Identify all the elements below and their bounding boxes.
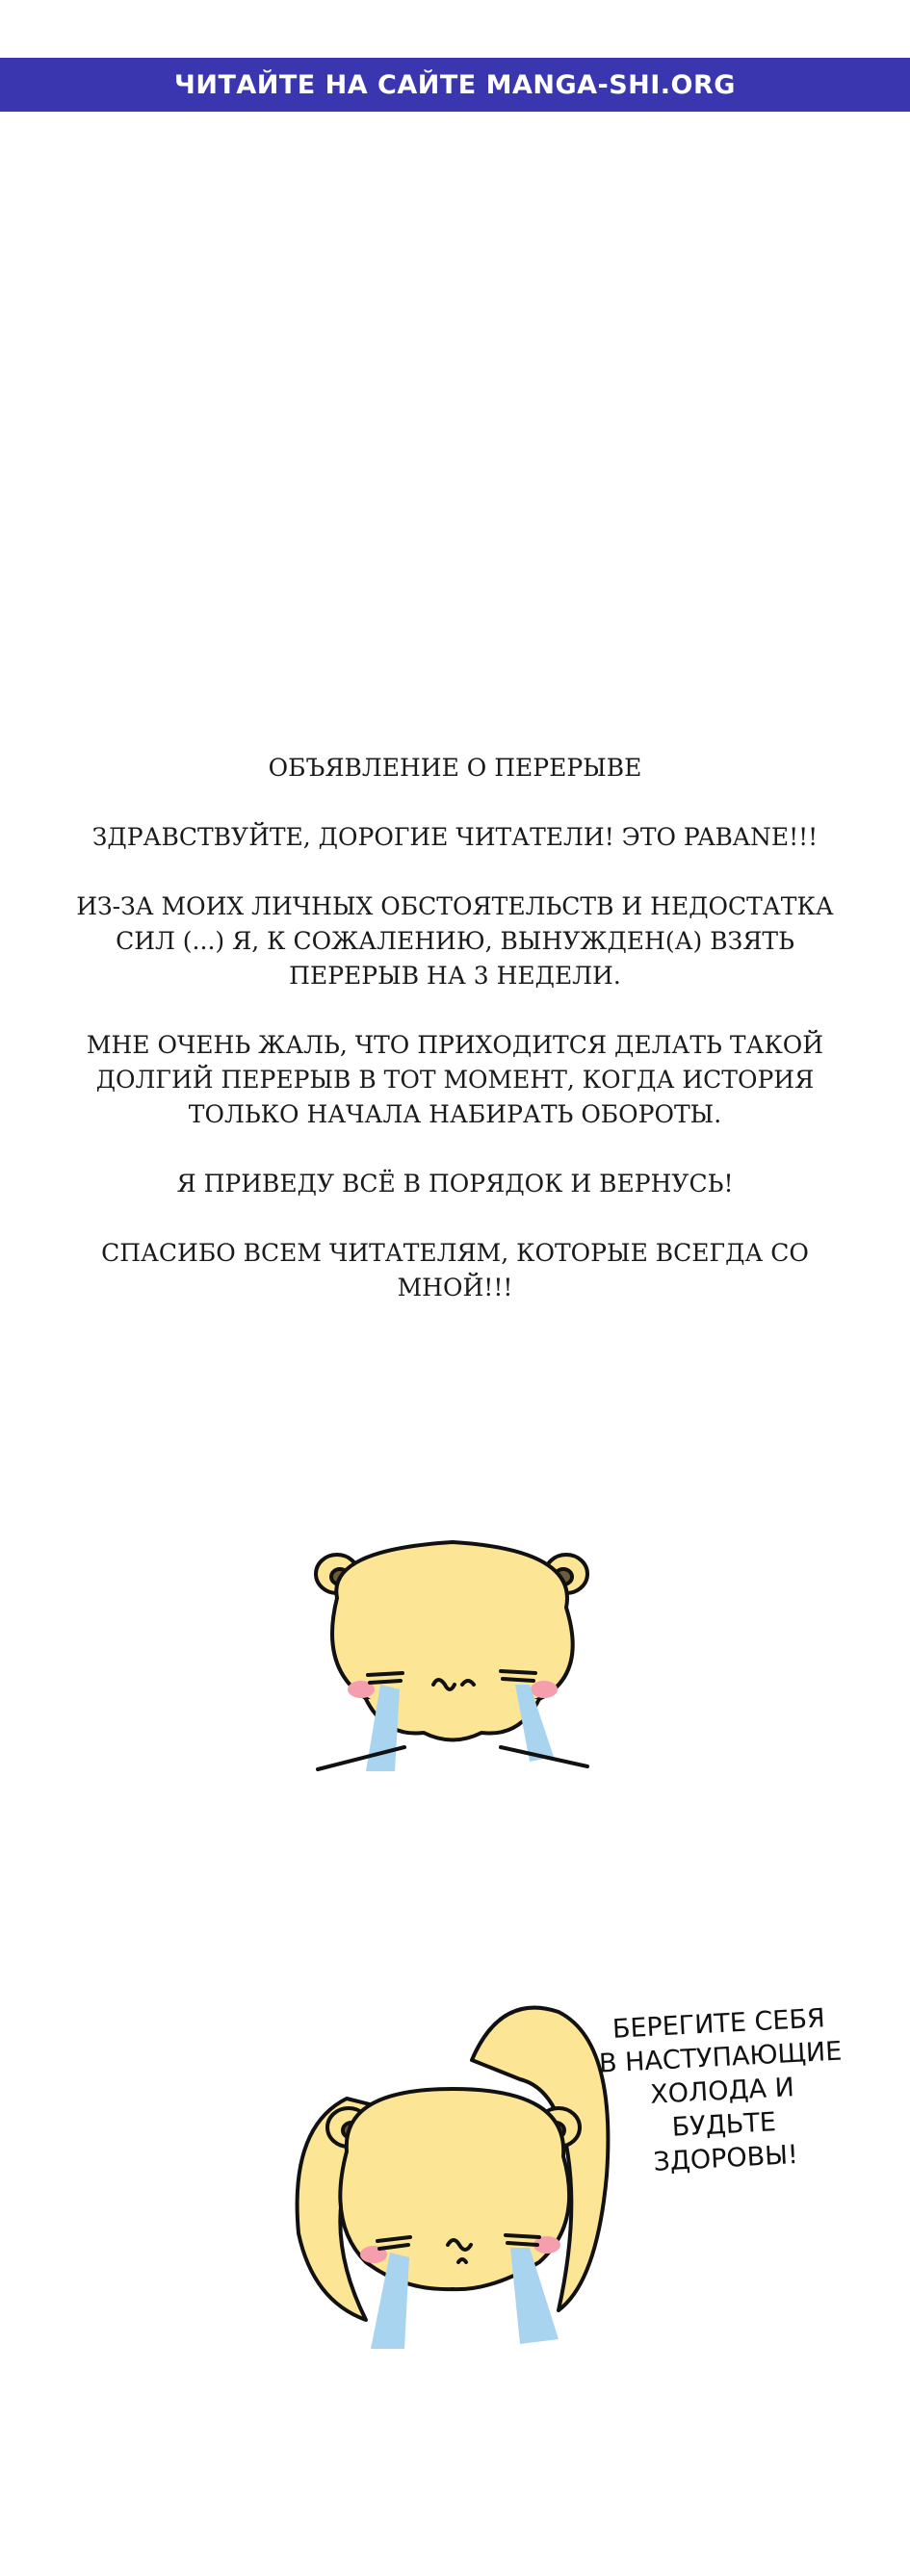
- announcement-reason: ИЗ-ЗА МОИХ ЛИЧНЫХ ОБСТОЯТЕЛЬСТВ И НЕДОСТАТКА СИЛ (...) Я, К СОЖАЛЕНИЮ, ВЫНУЖДЕН(А) ВЗЯТЬ ПЕРЕРЫВ НА 3 НЕДЕЛИ.: [76, 892, 834, 990]
- announcement-promise: Я ПРИВЕДУ ВСЁ В ПОРЯДОК И ВЕРНУСЬ!: [176, 1170, 734, 1198]
- speech-line: ЗДОРОВЫ!: [652, 2139, 799, 2177]
- announcement-greeting: ЗДРАВСТВУЙТЕ, ДОРОГИЕ ЧИТАТЕЛИ! ЭТО PABANE!!!: [91, 823, 819, 851]
- banner-text: ЧИТАЙТЕ НА САЙТЕ MANGA-SHI.ORG: [174, 69, 736, 100]
- announcement-apology: МНЕ ОЧЕНЬ ЖАЛЬ, ЧТО ПРИХОДИТСЯ ДЕЛАТЬ ТАКОЙ ДОЛГИЙ ПЕРЕРЫВ В ТОТ МОМЕНТ, КОГДА ИСТОРИЯ ТОЛЬКО НАЧАЛА НАБИРАТЬ ОБОРОТЫ.: [86, 1031, 824, 1128]
- speech-text: [593, 2000, 852, 2181]
- break-announcement: [58, 751, 852, 1340]
- announcement-thanks: СПАСИБО ВСЕМ ЧИТАТЕЛЯМ, КОТОРЫЕ ВСЕГДА СО МНОЙ!!!: [101, 1239, 809, 1301]
- site-banner[interactable]: [0, 58, 910, 112]
- speech-line: БЕРЕГИТЕ СЕБЯ: [611, 2003, 826, 2045]
- crying-bear-illustration: [308, 1531, 597, 1781]
- speech-line: ХОЛОДА И БУДЬТЕ: [649, 2073, 795, 2143]
- speech-line: В НАСТУПАЮЩИЕ: [598, 2036, 843, 2079]
- announcement-title: ОБЪЯВЛЕНИЕ О ПЕРЕРЫВЕ: [268, 754, 642, 782]
